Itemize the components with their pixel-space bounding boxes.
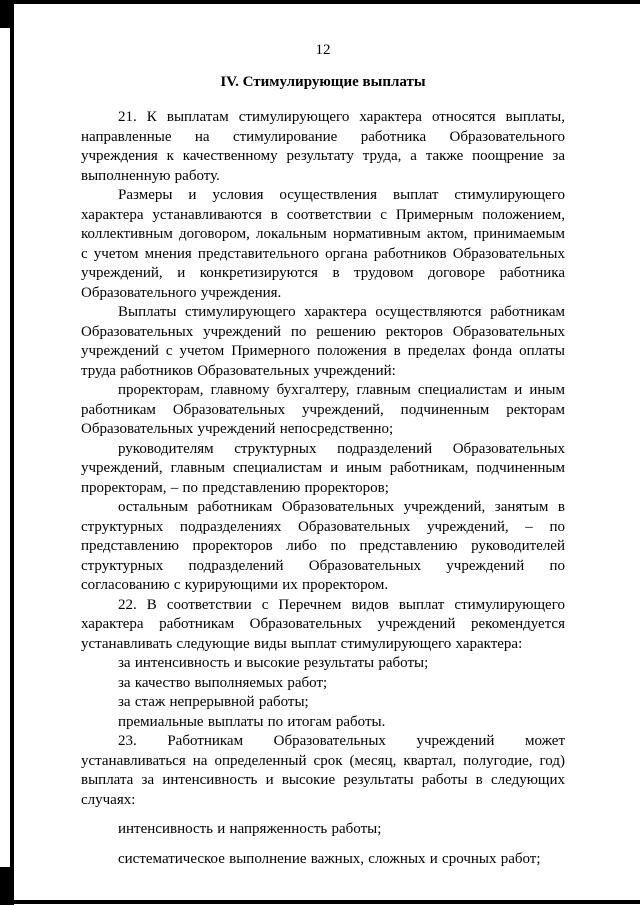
body-paragraph: остальным работникам Образовательных учреждений, занятым в структурных подразделениях Образовательных учреждений, – по представлению проректоров либо по представлению руководителей структурных подразделений Образовательных учреждений по согласованию с курирующими их проректором. bbox=[81, 499, 565, 593]
page-number: 12 bbox=[315, 42, 331, 58]
list-item: за стаж непрерывной работы; bbox=[118, 694, 309, 710]
list-item: за качество выполняемых работ; bbox=[118, 674, 328, 691]
list-item: за интенсивность и высокие результаты работы; bbox=[118, 655, 429, 671]
page-content bbox=[81, 42, 565, 869]
body-paragraph: Размеры и условия осуществления выплат стимулирующего характера устанавливаются в соответствии с Примерным положением, коллективным договором, локальным нормативным актом, принимаемым с учетом мнения представительного органа работников Образовательных учреждений, и конкретизируются в трудовом договоре работника Образовательного учреждения. bbox=[81, 187, 565, 301]
body-paragraph: 22. В соответствии с Перечнем видов выплат стимулирующего характера работникам Образовательных учреждений рекомендуется устанавливать следующие виды выплат стимулирующего характера: bbox=[81, 596, 565, 652]
body-paragraph: Выплаты стимулирующего характера осуществляются работникам Образовательных учреждений по решению ректоров Образовательных учреждений с учетом Примерного положения в пределах фонда оплаты труда работников Образовательных учреждений: bbox=[81, 304, 565, 379]
body-paragraph: руководителям структурных подразделений Образовательных учреждений, главным специалистам и иным работникам, подчиненным проректорам, – по представлению проректоров; bbox=[81, 440, 565, 496]
body-paragraph: 23. Работникам Образовательных учреждений может устанавливаться на определенный срок (месяц, квартал, полугодие, год) выплата за интенсивность и высокие результаты работы в следующих случаях: bbox=[81, 733, 565, 808]
list-item: интенсивность и напряженность работы; bbox=[118, 821, 382, 837]
scan-edge-bottom bbox=[0, 900, 640, 904]
body-paragraph: проректорам, главному бухгалтеру, главным специалистам и иным работникам Образовательных учреждений, подчиненным ректорам Образовательных учреждений непосредственно; bbox=[81, 382, 565, 437]
list-item: премиальные выплаты по итогам работы. bbox=[118, 713, 386, 730]
list-item: систематическое выполнение важных, сложных и срочных работ; bbox=[118, 850, 541, 867]
body-paragraph: 21. К выплатам стимулирующего характера относятся выплаты, направленные на стимулирование работника Образовательного учреждения к качественному результату труда, а также поощрение за выполненную работу. bbox=[81, 109, 565, 184]
scan-edge-top bbox=[0, 0, 640, 4]
scan-edge-left bbox=[10, 0, 14, 905]
section-heading: IV. Стимулирующие выплаты bbox=[220, 74, 426, 90]
